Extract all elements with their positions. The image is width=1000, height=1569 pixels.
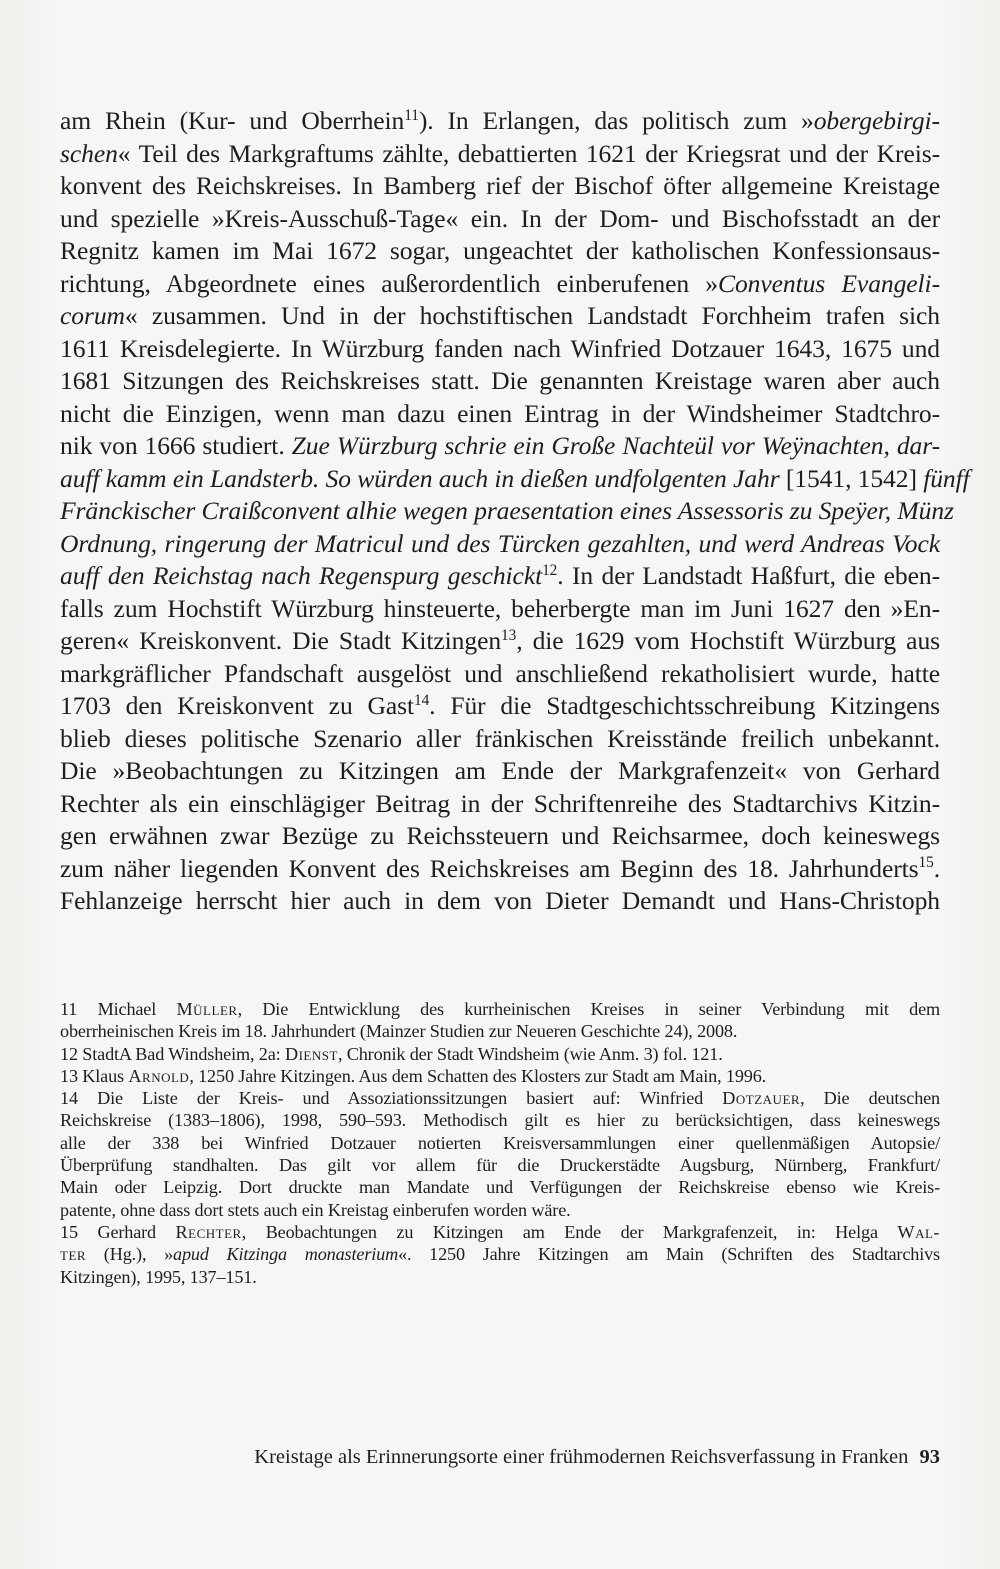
text-line: Fränckischer Craißconvent alhie wegen praesentation eines Assessoris zu Speÿer, Münz bbox=[60, 496, 954, 525]
footnote-14: 14 Die Liste der Kreis- und Assoziationssitzungen basiert auf: Winfried Dotzauer, Die deutschen bbox=[60, 1088, 940, 1109]
text-line: Fehlanzeige herrscht hier auch in dem von Dieter Demandt und Hans-Christoph bbox=[60, 886, 940, 915]
text-line: nik von 1666 studiert. Zue Würzburg schrie ein Große Nachteül vor Weÿnachten, dar- bbox=[60, 431, 940, 460]
text-line: 1681 Sitzungen des Reichskreises statt. Die genannten Kreistage waren aber auch bbox=[60, 366, 940, 395]
text-line: 1611 Kreisdelegierte. In Würzburg fanden nach Winfried Dotzauer 1643, 1675 und bbox=[60, 333, 940, 363]
text-line: blieb dieses politische Szenario aller fränkischen Kreisstände freilich unbekannt. bbox=[60, 723, 940, 753]
running-title: Kreistage als Erinnerungsorte einer frühmodernen Reichsverfassung in Franken bbox=[254, 1446, 909, 1468]
footnote-line: ter (Hg.), »apud Kitzinga monasterium«. 1250 Jahre Kitzingen am Main (Schriften des Stadtarchivs bbox=[60, 1244, 940, 1265]
text-line: falls zum Hochstift Würzburg hinsteuerte, beherbergte man im Juni 1627 den »En- bbox=[60, 593, 940, 623]
footnote-12: 12 StadtA Bad Windsheim, 2a: Dienst, Chronik der Stadt Windsheim (wie Anm. 3) fol. 121. bbox=[60, 1043, 723, 1064]
text-line: Rechter als ein einschlägiger Beitrag in der Schriftenreihe des Stadtarchivs Kitzin- bbox=[60, 788, 940, 818]
text-line: schen« Teil des Markgraftums zählte, debattierten 1621 der Kriegsrat und der Kreis- bbox=[60, 138, 940, 168]
text-line: geren« Kreiskonvent. Die Stadt Kitzingen$^{13}$, die 1629 vom Hochstift Würzburg aus bbox=[60, 626, 940, 655]
footnote-line: oberrheinischen Kreis im 18. Jahrhundert (Mainzer Studien zur Neueren Geschichte 24), 2008. bbox=[60, 1021, 738, 1042]
footnote-13: 13 Klaus Arnold, 1250 Jahre Kitzingen. Aus dem Schatten des Klosters zur Stadt am Main, 1996. bbox=[60, 1065, 767, 1086]
text-line: und spezielle »Kreis-Ausschuß-Tage« ein. In der Dom- und Bischofsstadt an der bbox=[60, 203, 940, 233]
text-line: am Rhein (Kur- und Oberrhein$^{11}$). In Erlangen, das politisch zum »obergebirgi- bbox=[60, 106, 940, 135]
text-line: auff kamm ein Landsterb. So würden auch in dießen undfolgenten Jahr [1541, 1542] fünff bbox=[60, 463, 970, 493]
text-line: gen erwähnen zwar Bezüge zu Reichssteuern und Reichsarmee, doch keineswegs bbox=[60, 821, 940, 850]
text-line: zum näher liegenden Konvent des Reichskreises am Beginn des 18. Jahrhunderts$^{15}$. bbox=[60, 853, 940, 883]
footnotes bbox=[60, 998, 940, 1288]
footnote-15: 15 Gerhard Rechter, Beobachtungen zu Kitzingen am Ende der Markgrafenzeit, in: Helga Wal- bbox=[60, 1221, 940, 1242]
footnote-line: Main oder Leipzig. Dort druckte man Mandate und Verfügungen der Reichskreise ebenso wie Kreis- bbox=[60, 1177, 940, 1198]
text-line: corum« zusammen. Und in der hochstiftischen Landstadt Forchheim trafen sich bbox=[60, 301, 940, 330]
footnote-ref: 14 bbox=[414, 691, 430, 709]
footnote-ref: 11 bbox=[404, 106, 419, 124]
footnote-ref: 13 bbox=[501, 626, 517, 644]
footnote-line: Kitzingen), 1995, 137–151. bbox=[60, 1266, 257, 1287]
text-line: markgräflicher Pfandschaft ausgelöst und anschließend rekatholisiert wurde, hatte bbox=[60, 658, 940, 688]
footnote-ref: 15 bbox=[918, 854, 934, 872]
text-line: Regnitz kamen im Mai 1672 sogar, ungeachtet der katholischen Konfessionsaus- bbox=[60, 236, 940, 265]
footnote-ref: 12 bbox=[542, 561, 558, 579]
text-line: 1703 den Kreiskonvent zu Gast$^{14}$. Für die Stadtgeschichtsschreibung Kitzingens bbox=[60, 691, 940, 720]
footnote-line: Überprüfung standhalten. Das gilt vor allem für die Druckerstädte Augsburg, Nürnberg, Frankfurt/ bbox=[60, 1155, 940, 1176]
footnote-line: alle der 338 bei Winfried Dotzauer notierten Kreisversammlungen einer quellenmäßigen Autopsie/ bbox=[60, 1132, 940, 1153]
footnote-11: 11 Michael Müller, Die Entwicklung des kurrheinischen Kreises in seiner Verbindung mit dem bbox=[60, 999, 941, 1019]
page-number: 93 bbox=[919, 1446, 940, 1468]
footnote-line: patente, ohne dass dort stets auch ein Kreistag einberufen worden wäre. bbox=[60, 1199, 571, 1220]
text-line: Ordnung, ringerung der Matricul und des Türcken gezahlten, und werd Andreas Vock bbox=[60, 528, 940, 558]
text-line: konvent des Reichskreises. In Bamberg rief der Bischof öfter allgemeine Kreistage bbox=[60, 171, 940, 200]
footnote-line: Reichskreise (1383–1806), 1998, 590–593. Methodisch gilt es hier zu berücksichtigen, dass keineswegs bbox=[60, 1110, 940, 1131]
text-line: richtung, Abgeordnete eines außerordentlich einberufenen »Conventus Evangeli- bbox=[60, 268, 940, 298]
text-line: Die »Beobachtungen zu Kitzingen am Ende der Markgrafenzeit« von Gerhard bbox=[60, 756, 940, 785]
running-footer bbox=[60, 1446, 940, 1469]
main-text bbox=[60, 105, 970, 918]
text-line: auff den Reichstag nach Regenspurg geschickt$^{12}$. In der Landstadt Haßfurt, die eben- bbox=[60, 561, 941, 590]
text-line: nicht die Einzigen, wenn man dazu einen Eintrag in der Windsheimer Stadtchro- bbox=[60, 398, 940, 428]
